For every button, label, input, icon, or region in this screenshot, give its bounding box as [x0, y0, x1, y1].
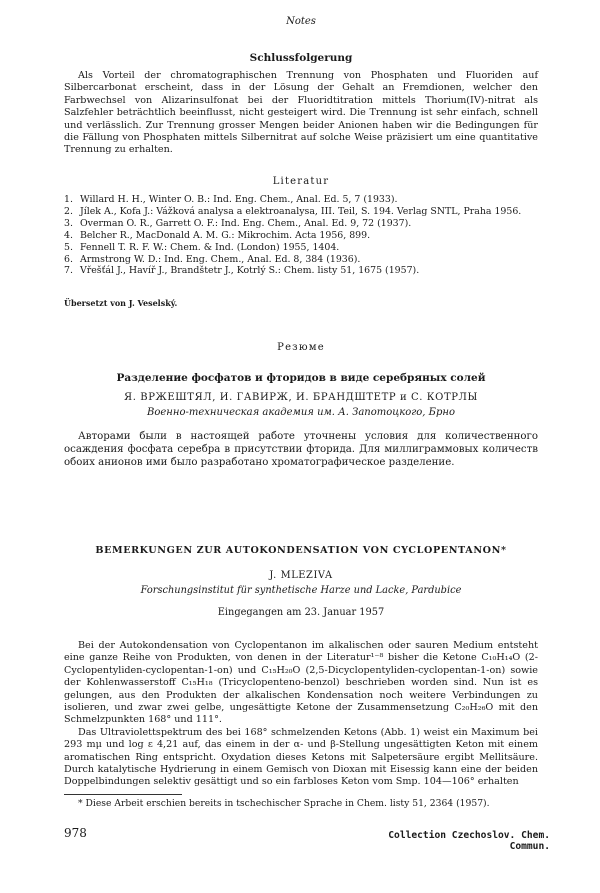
reference-item: 4. Belcher R., MacDonald A. M. G.: Mikrochim. Acta 1956, 899.: [64, 229, 371, 241]
article-title: BEMERKUNGEN ZUR AUTOKONDENSATION VON CYCLOPENTANON*: [95, 545, 507, 556]
reference-list: [64, 194, 538, 277]
reference-item: 5. Fennell T. R. F. W.: Chem. & Ind. (London) 1955, 1404.: [64, 241, 340, 253]
page-number: 978: [64, 826, 87, 840]
footnote-rule: [64, 794, 182, 795]
running-header: Notes: [286, 16, 316, 27]
reference-item: 7. Vřešťál J., Havíř J., Brandštetr J., Kotrlý S.: Chem. listy 51, 1675 (1957).: [64, 265, 420, 277]
russian-title: Разделение фосфатов и фторидов в виде серебряных солей: [116, 372, 486, 384]
article-paragraph-2: Das Ultraviolettspektrum des bei 168° schmelzenden Ketons (Abb. 1) weist ein Maximum bei 293 mμ und log ε 4,21 auf, das einem in der α- und β-Stellung ungesättigten Keton mit einem aromatischen Ring entspricht. Oxydation dieses Ketons mit Salpetersäure ergibt Mellitsäure. Durch katalytische Hydrierung in einem Gemisch von Dioxan mit Eisessig kann eine der beiden Doppelbindungen selektiv gesättigt und so ein farbloses Keton vom Smp. 104—106° erhalten: [64, 726, 538, 788]
article-institution: Forschungsinstitut für synthetische Harze und Lacke, Pardubice: [140, 585, 462, 596]
article-author: J. MLEZIVA: [269, 570, 333, 581]
reference-item: 6. Armstrong W. D.: Ind. Eng. Chem., Anal. Ed. 8, 384 (1936).: [64, 253, 361, 265]
reference-item: 1. Willard H. H., Winter O. B.: Ind. Eng. Chem., Anal. Ed. 5, 7 (1933).: [64, 194, 398, 205]
article-body: [64, 640, 538, 789]
article-received-date: Eingegangen am 23. Januar 1957: [217, 607, 385, 618]
literature-heading: Literatur: [272, 176, 330, 187]
russian-paragraph: Авторами были в настоящей работе уточнены условия для количественного осаждения фосфата серебра в присутствии фторида. Для миллиграммовых количеств обоих анионов ими было разработано хроматографическое разделение.: [64, 431, 538, 468]
conclusion-paragraph: Als Vorteil der chromatographischen Trennung von Phosphaten und Fluoriden auf Silbercarbonat erscheint, dass in der Lösung der Gehalt an Fremdionen, welcher den Farbwechsel von Alizarinsulfonat bei der Fluoridtitration mittels Thorium(IV)-nitrat als Salzfehler beträchtlich beeinflusst, nicht gesteigert wird. Die Trennung ist sehr einfach, schnell und verlässlich. Zur Trennung grosser Mengen beider Anionen haben wir die Bedingungen für die Fällung von Phosphaten mittels Silbernitrat auf solche Weise präzisiert um eine quantitative Trennung zu erhalten.: [64, 70, 538, 156]
russian-summary-heading: Резюме: [277, 342, 325, 353]
footnote: * Diese Arbeit erschien bereits in tschechischer Sprache in Chem. listy 51, 2364 (1957).: [78, 798, 490, 809]
russian-authors: Я. ВРЖЕШТЯЛ, И. ГАВИРЖ, И. БРАНДШТЕТР и С. КОТРЛЫ: [124, 392, 478, 403]
russian-institution: Военно-техническая академия им. А. Запотоцкого, Брно: [146, 407, 456, 418]
journal-name: Collection Czechoslov. Chem. Commun.: [388, 830, 550, 852]
section-heading-conclusion: Schlussfolgerung: [249, 52, 353, 64]
reference-item: 3. Overman O. R., Garrett O. F.: Ind. Eng. Chem., Anal. Ed. 9, 72 (1937).: [64, 217, 412, 229]
article-paragraph-1: Bei der Autokondensation von Cyclopentanon im alkalischen oder sauren Medium entsteht eine ganze Reihe von Produkten, von denen in der Literatur¹⁻⁸ bisher die Ketone C₁₀H₁₄O (2-Cyclopentyliden-cyclopentan-1-on) und C₁₅H₂₀O (2,5-Dicyclopentyliden-cyclopentan-1-on) sowie der Kohlenwasserstoff C₁₅H₁₈ (Tricyclopenteno-benzol) beschrieben worden sind. Nun ist es gelungen, aus den Produkten der alkalischen Kondensation noch weitere Verbindungen zu isolieren, und zwar zwei gelbe, ungesättigte Ketone der Zusammensetzung C₂₀H₂₆O mit den Schmelzpunkten 168° und 111°.: [64, 640, 538, 726]
translator-note: Übersetzt von J. Veselský.: [64, 298, 178, 308]
reference-item: 2. Jílek A., Kofa J.: Vážková analysa a elektroanalysa, III. Teil, S. 194. Verlag SNTL, Praha 1956.: [64, 205, 522, 217]
